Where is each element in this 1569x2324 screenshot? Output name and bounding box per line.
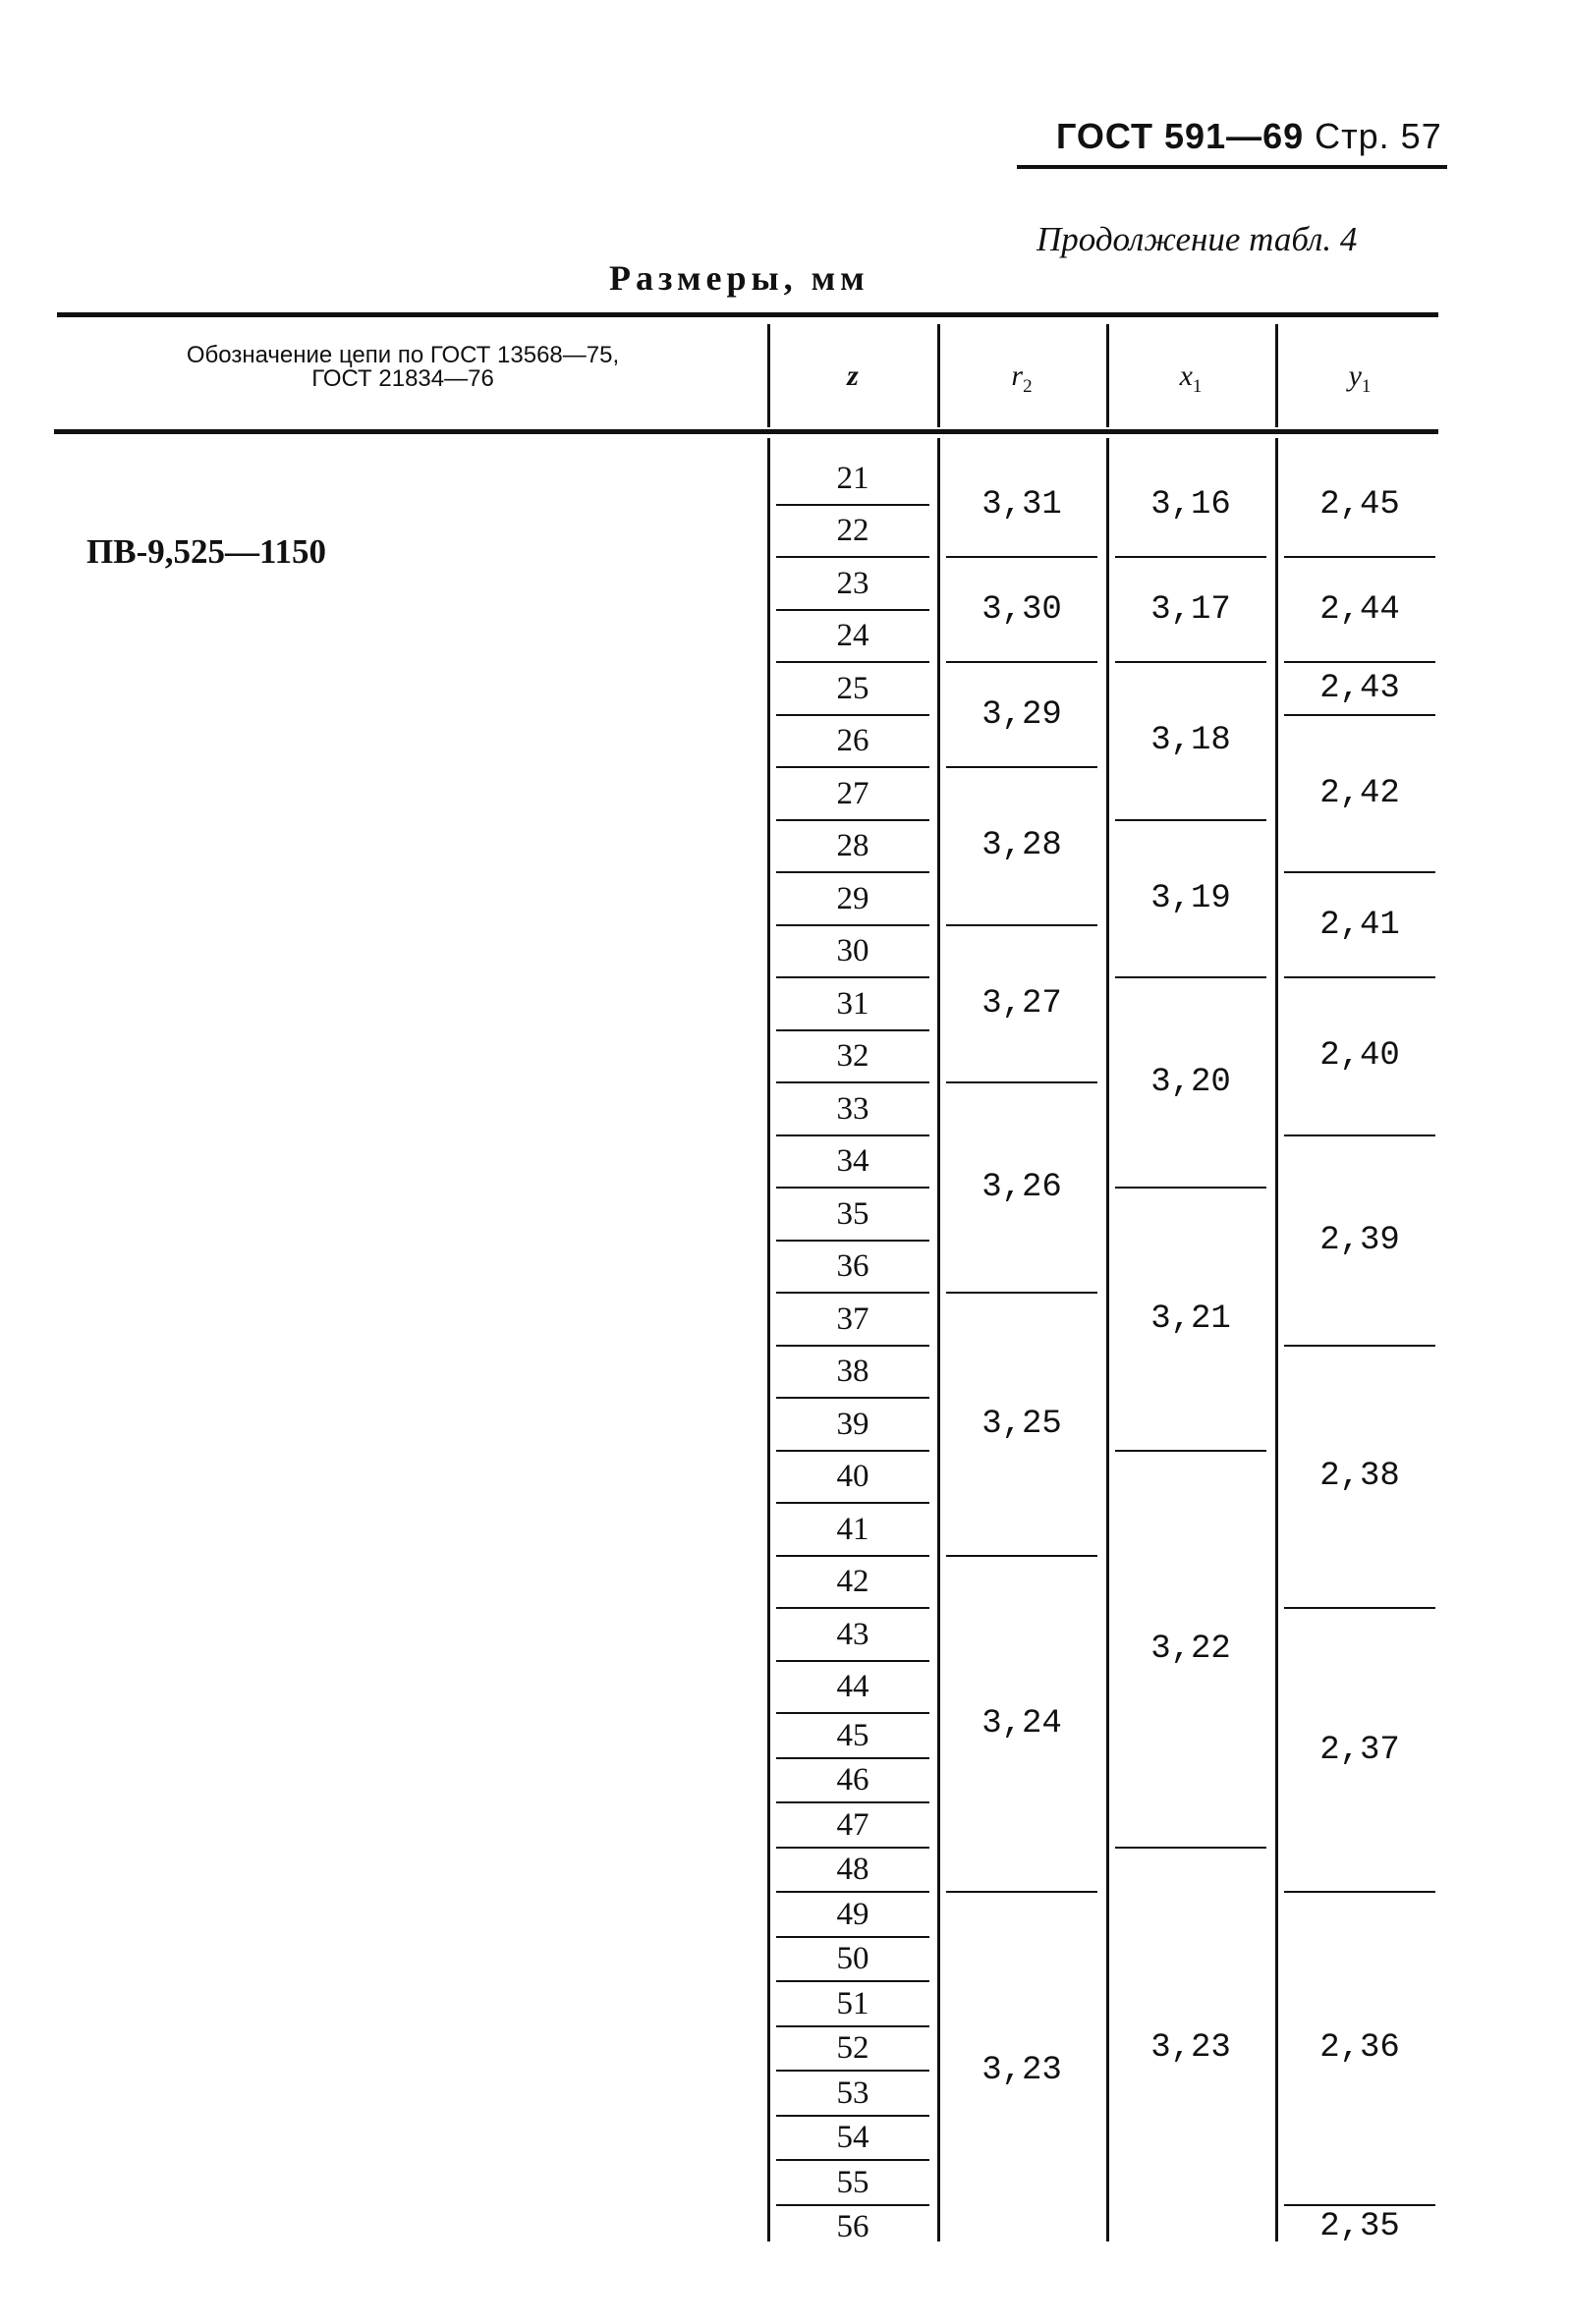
column-separator-header	[1275, 324, 1278, 427]
z-row-separator	[776, 2070, 929, 2072]
z-row-separator	[776, 1891, 929, 1893]
x1-group-separator	[1115, 556, 1266, 558]
r2-symbol: r	[1011, 360, 1024, 392]
y1-value: 2,40	[1319, 1037, 1400, 1076]
table-header-rule	[54, 429, 1438, 434]
y1-group-separator	[1284, 556, 1435, 558]
y1-group-separator	[1284, 1345, 1435, 1347]
x1-value: 3,21	[1150, 1300, 1231, 1338]
z-row-separator	[776, 1555, 929, 1557]
y1-value: 2,36	[1319, 2029, 1400, 2068]
z-row-separator	[776, 714, 929, 716]
r2-value: 3,23	[981, 2052, 1062, 2089]
y1-symbol: y	[1348, 360, 1362, 392]
r2-subscript: 2	[1023, 376, 1033, 397]
z-row-separator	[776, 1081, 929, 1083]
page-number: Стр. 57	[1315, 116, 1442, 156]
z-value: 53	[836, 2075, 869, 2111]
z-value: 26	[836, 723, 869, 759]
z-value: 32	[836, 1038, 869, 1075]
z-value: 24	[836, 618, 869, 654]
z-row-separator	[776, 1397, 929, 1399]
r2-value: 3,24	[981, 1704, 1062, 1743]
x1-group-separator	[1115, 661, 1266, 663]
z-value: 39	[836, 1406, 869, 1442]
z-row-separator	[776, 976, 929, 978]
r2-group-separator	[946, 1081, 1097, 1083]
z-row-separator	[776, 2115, 929, 2117]
table-top-rule	[57, 312, 1438, 317]
z-row-separator	[776, 1134, 929, 1136]
y1-column-header	[1276, 360, 1443, 398]
chain-designation: ПВ-9,525—1150	[86, 532, 327, 571]
z-value: 41	[836, 1511, 869, 1547]
z-row-separator	[776, 1240, 929, 1242]
z-value: 44	[836, 1669, 869, 1705]
z-value: 51	[836, 1985, 869, 2021]
r2-group-separator	[946, 924, 1097, 926]
y1-value: 2,41	[1319, 906, 1400, 944]
z-value: 49	[836, 1896, 869, 1932]
z-value: 38	[836, 1354, 869, 1390]
column-separator-header	[937, 324, 940, 427]
z-value: 22	[836, 513, 869, 549]
x1-value: 3,16	[1150, 485, 1231, 524]
z-row-separator	[776, 1345, 929, 1347]
z-row-separator	[776, 556, 929, 558]
z-row-separator	[776, 1029, 929, 1031]
z-value: 54	[836, 2120, 869, 2156]
z-row-separator	[776, 1712, 929, 1714]
column-separator-header	[767, 324, 770, 427]
z-value: 29	[836, 880, 869, 916]
z-value: 47	[836, 1806, 869, 1843]
y1-group-separator	[1284, 976, 1435, 978]
r2-group-separator	[946, 1555, 1097, 1557]
x1-value: 3,18	[1150, 722, 1231, 760]
z-row-separator	[776, 2025, 929, 2027]
z-value: 31	[836, 985, 869, 1022]
y1-group-separator	[1284, 871, 1435, 873]
r2-group-separator	[946, 661, 1097, 663]
z-value: 50	[836, 1941, 869, 1977]
r2-value: 3,25	[981, 1405, 1062, 1443]
z-row-separator	[776, 609, 929, 611]
y1-value: 2,42	[1319, 774, 1400, 812]
designation-header-line-1: Обозначение цепи по ГОСТ 13568—75,	[186, 342, 620, 368]
z-value: 25	[836, 670, 869, 706]
z-row-separator	[776, 819, 929, 821]
column-separator-header	[1106, 324, 1109, 427]
r2-value: 3,26	[981, 1169, 1062, 1206]
y1-group-separator	[1284, 1607, 1435, 1609]
z-value: 23	[836, 565, 869, 601]
z-row-separator	[776, 2204, 929, 2206]
z-value: 36	[836, 1248, 869, 1285]
z-row-separator	[776, 1980, 929, 1982]
z-value: 37	[836, 1300, 869, 1337]
z-value: 34	[836, 1143, 869, 1180]
header-underline	[1017, 165, 1447, 169]
designation-header-line-2: ГОСТ 21834—76	[311, 365, 494, 392]
table-continuation-note: Продолжение табл. 4	[1037, 220, 1358, 258]
designation-column-header	[98, 344, 707, 391]
x1-value: 3,23	[1150, 2029, 1231, 2068]
y1-value: 2,38	[1319, 1458, 1400, 1496]
x1-group-separator	[1115, 1187, 1266, 1189]
z-row-separator	[776, 1292, 929, 1294]
z-row-separator	[776, 1847, 929, 1849]
x1-subscript: 1	[1192, 376, 1203, 397]
x1-symbol: x	[1179, 360, 1193, 392]
z-row-separator	[776, 504, 929, 506]
y1-value: 2,35	[1319, 2208, 1400, 2246]
r2-value: 3,27	[981, 984, 1062, 1023]
x1-column-header	[1107, 360, 1274, 398]
x1-value: 3,20	[1150, 1064, 1231, 1101]
r2-group-separator	[946, 556, 1097, 558]
z-value: 48	[836, 1852, 869, 1888]
x1-group-separator	[1115, 1847, 1266, 1849]
y1-value: 2,37	[1319, 1731, 1400, 1769]
r2-group-separator	[946, 1292, 1097, 1294]
z-value: 55	[836, 2164, 869, 2200]
z-row-separator	[776, 1801, 929, 1803]
x1-group-separator	[1115, 819, 1266, 821]
z-value: 27	[836, 775, 869, 811]
x1-value: 3,22	[1150, 1630, 1231, 1668]
z-row-separator	[776, 1757, 929, 1759]
z-row-separator	[776, 1660, 929, 1662]
column-separator	[1106, 438, 1109, 2241]
x1-group-separator	[1115, 1450, 1266, 1452]
z-value: 21	[836, 460, 869, 496]
r2-group-separator	[946, 1891, 1097, 1893]
z-row-separator	[776, 2159, 929, 2161]
y1-group-separator	[1284, 1891, 1435, 1893]
standard-number: ГОСТ 591—69	[1056, 116, 1305, 156]
z-value: 35	[836, 1195, 869, 1232]
z-value: 40	[836, 1459, 869, 1495]
z-value: 52	[836, 2030, 869, 2067]
z-row-separator	[776, 1450, 929, 1452]
z-row-separator	[776, 1936, 929, 1938]
y1-subscript: 1	[1361, 376, 1372, 397]
y1-group-separator	[1284, 661, 1435, 663]
y1-group-separator	[1284, 2204, 1435, 2206]
r2-value: 3,30	[981, 590, 1062, 629]
z-row-separator	[776, 766, 929, 768]
r2-value: 3,29	[981, 695, 1062, 734]
r2-column-header	[938, 360, 1105, 398]
z-value: 56	[836, 2209, 869, 2245]
r2-value: 3,31	[981, 485, 1062, 524]
z-column-header: z	[847, 360, 859, 392]
z-row-separator	[776, 924, 929, 926]
y1-value: 2,44	[1319, 590, 1400, 629]
x1-value: 3,17	[1150, 590, 1231, 629]
y1-group-separator	[1284, 714, 1435, 716]
y1-value: 2,39	[1319, 1221, 1400, 1259]
sizes-caption: Размеры, мм	[609, 258, 869, 298]
y1-group-separator	[1284, 1134, 1435, 1136]
r2-group-separator	[946, 766, 1097, 768]
r2-value: 3,28	[981, 827, 1062, 865]
z-value: 45	[836, 1717, 869, 1753]
column-separator	[1275, 438, 1278, 2241]
y1-value: 2,43	[1319, 669, 1400, 707]
z-value: 46	[836, 1762, 869, 1798]
x1-group-separator	[1115, 976, 1266, 978]
page-header	[1056, 116, 1442, 157]
z-row-separator	[776, 871, 929, 873]
z-row-separator	[776, 1607, 929, 1609]
x1-value: 3,19	[1150, 879, 1231, 917]
z-value: 28	[836, 828, 869, 864]
z-value: 43	[836, 1616, 869, 1652]
z-value: 33	[836, 1090, 869, 1127]
z-row-separator	[776, 1187, 929, 1189]
z-row-separator	[776, 661, 929, 663]
z-value: 42	[836, 1564, 869, 1600]
y1-value: 2,45	[1319, 485, 1400, 524]
z-row-separator	[776, 1502, 929, 1504]
z-value: 30	[836, 933, 869, 969]
